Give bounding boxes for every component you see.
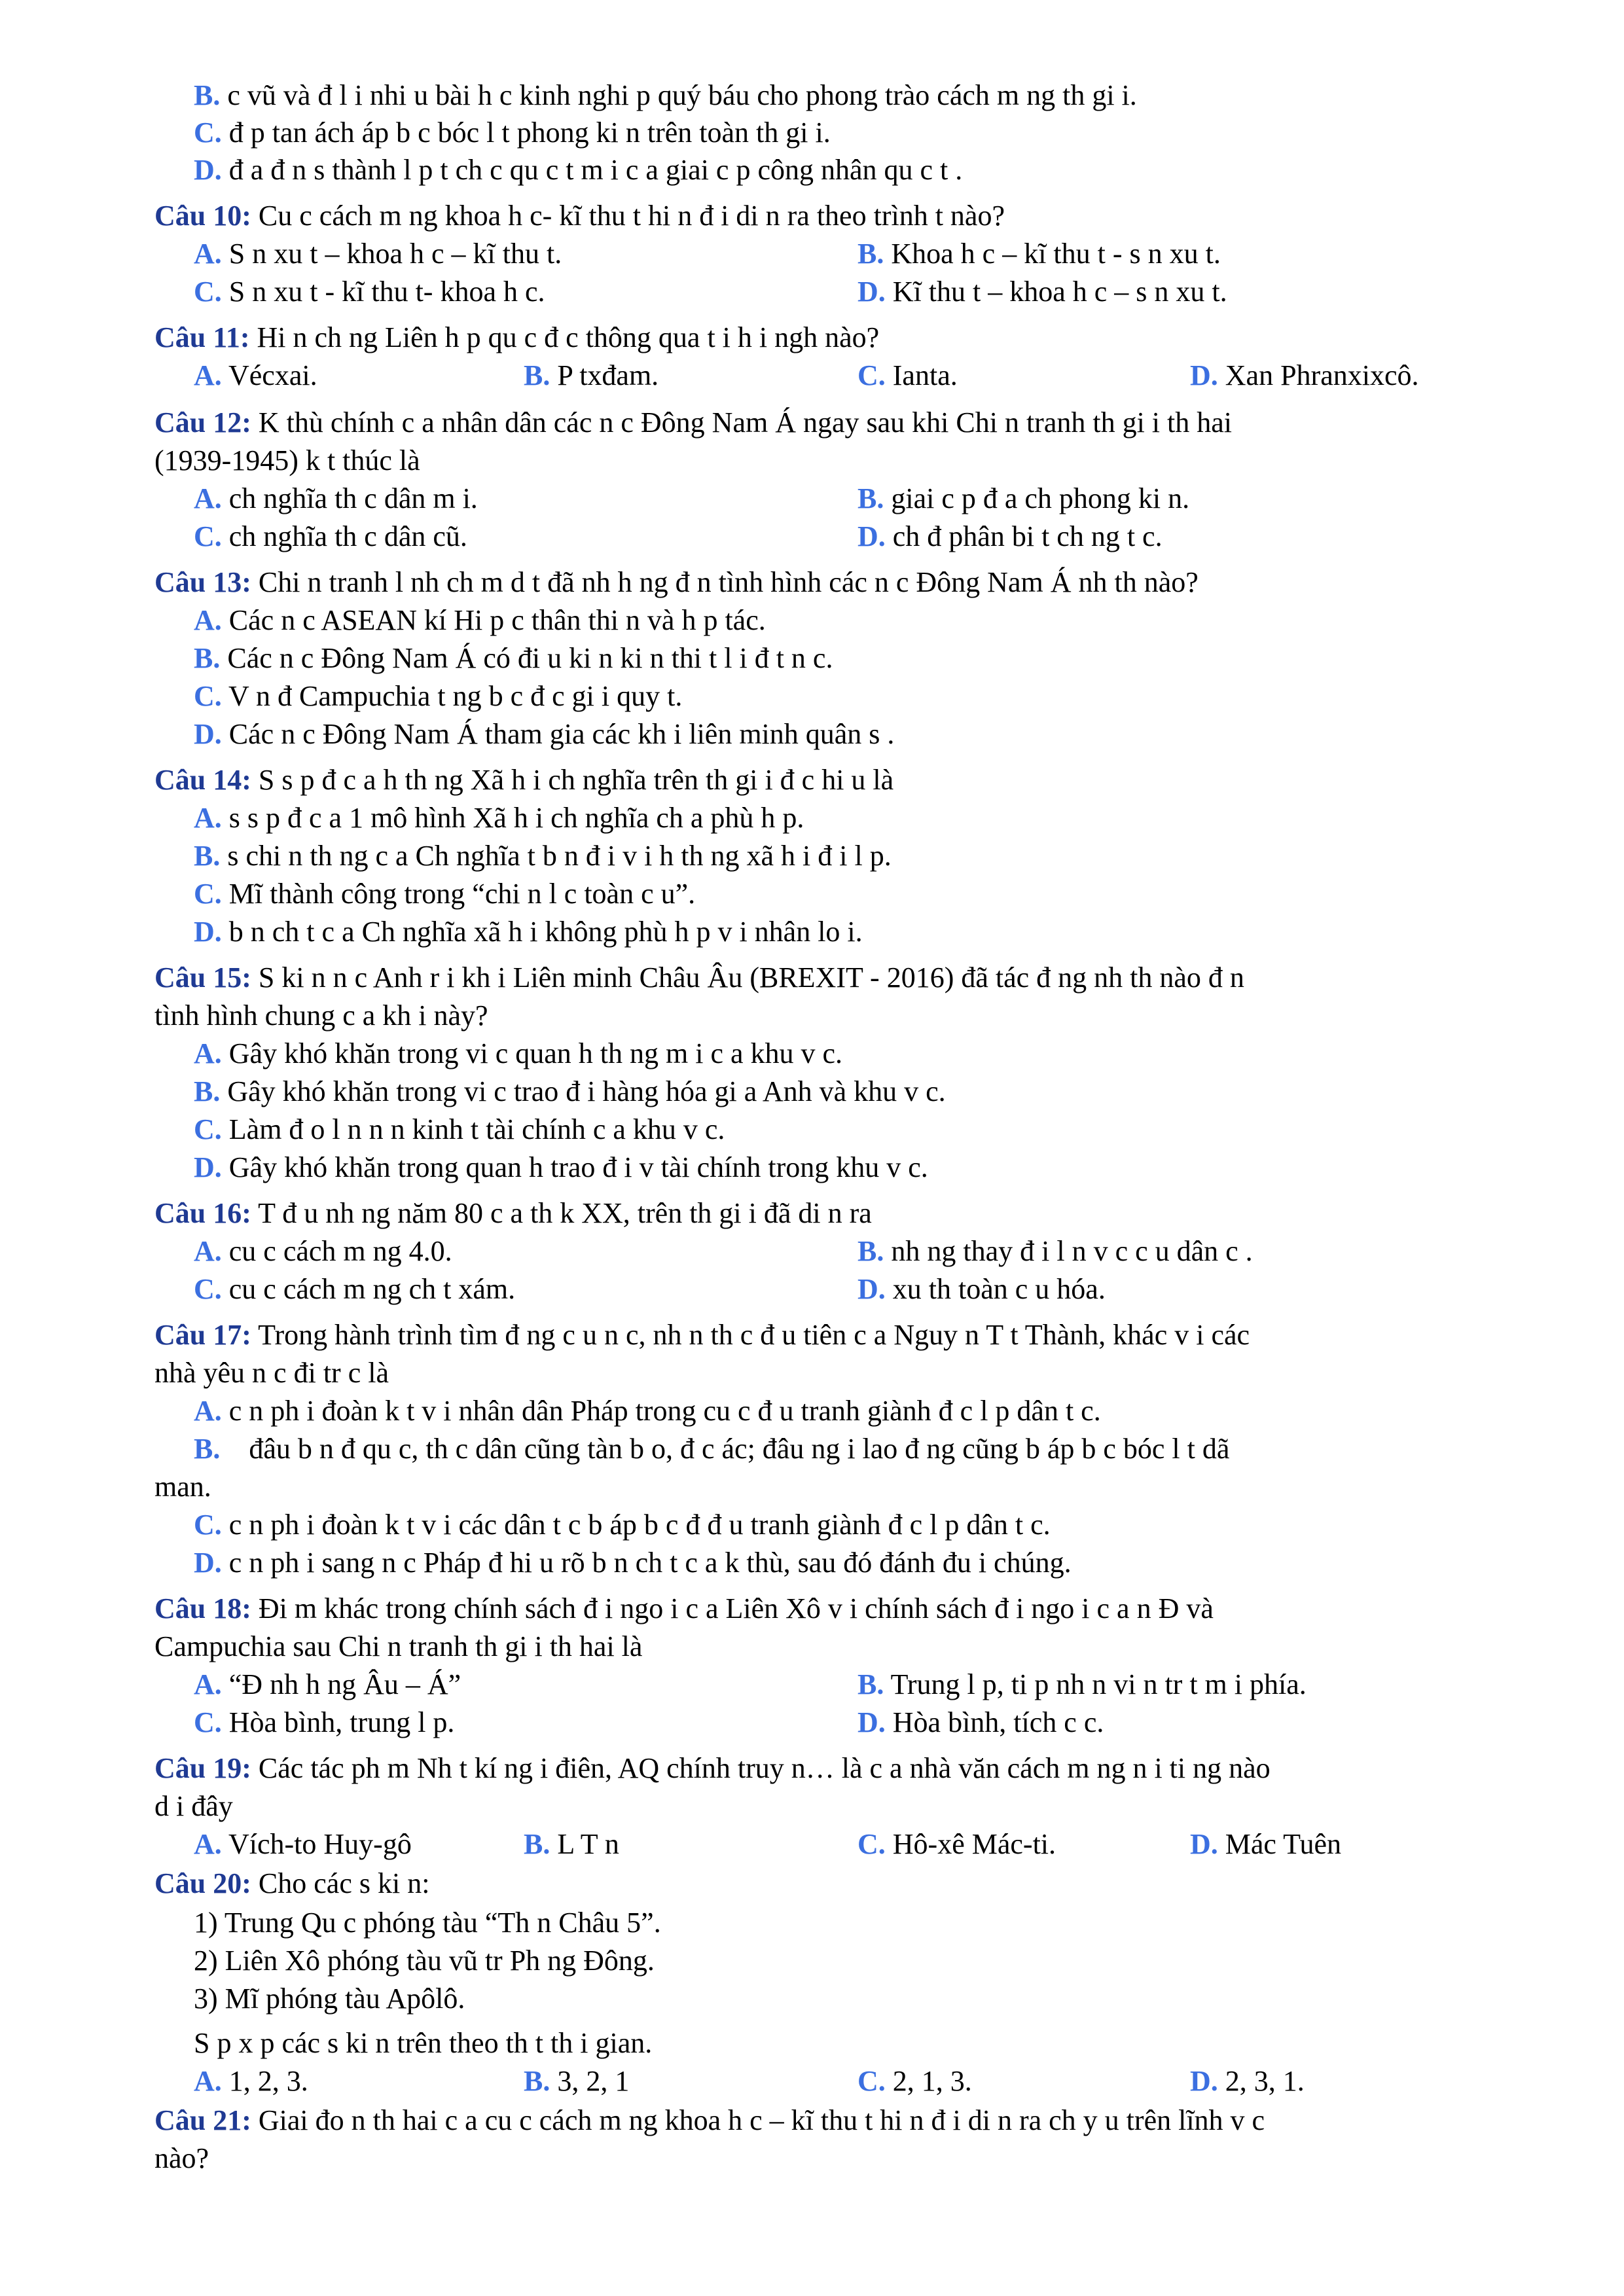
q11-option-d: D. Xan Phranxixcô. xyxy=(1190,359,1419,391)
q15-option-c: C. Làm đ o l n n n kinh t tài chính c a khu v c. xyxy=(194,1113,725,1145)
question-15: Câu 15: S ki n n c Anh r i kh i Liên minh Châu Âu (BREXIT - 2016) đã tác đ ng nh th nào đ n xyxy=(154,961,1244,994)
q19-option-d: D. Mác Tuên xyxy=(1190,1828,1342,1860)
question-12: Câu 12: K thù chính c a nhân dân các n c Đông Nam Á ngay sau khi Chi n tranh th gi i th hai xyxy=(154,406,1233,439)
q14-option-d: D. b n ch t c a Ch nghĩa xã h i không phù h p v i nhân lo i. xyxy=(194,916,863,948)
q15-option-a: A. Gây khó khăn trong vi c quan h th ng m i c a khu v c. xyxy=(194,1037,843,1069)
q17-option-b-cont: man. xyxy=(154,1471,211,1503)
q20-event-1: 1) Trung Qu c phóng tàu “Th n Châu 5”. xyxy=(194,1907,661,1939)
q12-option-b: B. giai c p đ a ch phong ki n. xyxy=(857,482,1190,514)
q19-option-a: A. Vích-to Huy-gô xyxy=(194,1828,412,1860)
question-21: Câu 21: Giai đo n th hai c a cu c cách m ng khoa h c – kĩ thu t hi n đ i di n ra ch y u trên lĩnh v c xyxy=(154,2104,1265,2136)
q20-option-c: C. 2, 1, 3. xyxy=(857,2065,972,2097)
q20-event-2: 2) Liên Xô phóng tàu vũ tr Ph ng Đông. xyxy=(194,1945,655,1977)
q11-option-b: B. P txđam. xyxy=(524,359,659,391)
question-17-cont: nhà yêu n c đi tr c là xyxy=(154,1357,389,1389)
q13-option-d: D. Các n c Đông Nam Á tham gia các kh i liên minh quân s . xyxy=(194,718,895,750)
q19-option-b: B. L T n xyxy=(524,1828,619,1860)
q16-option-d: D. xu th toàn c u hóa. xyxy=(857,1273,1106,1305)
q20-option-d: D. 2, 3, 1. xyxy=(1190,2065,1305,2097)
q20-option-b: B. 3, 2, 1 xyxy=(524,2065,630,2097)
option-c: C. đ p tan ách áp b c bóc l t phong ki n trên toàn th gi i. xyxy=(194,117,831,149)
option-d: D. đ a đ n s thành l p t ch c qu c t m i c a giai c p công nhân qu c t . xyxy=(194,154,963,186)
q17-option-c: C. c n ph i đoàn k t v i các dân t c b áp b c đ đ u tranh giành đ c l p dân t c. xyxy=(194,1509,1051,1541)
q13-option-a: A. Các n c ASEAN kí Hi p c thân thi n và h p tác. xyxy=(194,604,766,636)
q13-option-c: C. V n đ Campuchia t ng b c đ c gi i quy t. xyxy=(194,680,683,712)
q14-option-c: C. Mĩ thành công trong “chi n l c toàn c u”. xyxy=(194,878,696,910)
option-b: B. c vũ và đ l i nhi u bài h c kinh nghi p quý báu cho phong trào cách m ng th gi i. xyxy=(194,79,1137,111)
q10-option-a: A. S n xu t – khoa h c – kĩ thu t. xyxy=(194,238,562,270)
q19-option-c: C. Hô-xê Mác-ti. xyxy=(857,1828,1056,1860)
q20-option-a: A. 1, 2, 3. xyxy=(194,2065,308,2097)
q18-option-a: A. “Đ nh h ng Âu – Á” xyxy=(194,1668,461,1700)
question-16: Câu 16: T đ u nh ng năm 80 c a th k XX, trên th gi i đã di n ra xyxy=(154,1197,872,1229)
q14-option-b: B. s chi n th ng c a Ch nghĩa t b n đ i v i h th ng xã h i đ i l p. xyxy=(194,840,892,872)
question-18: Câu 18: Đi m khác trong chính sách đ i ngo i c a Liên Xô v i chính sách đ i ngo i c a n Đ và xyxy=(154,1592,1214,1624)
q15-option-b: B. Gây khó khăn trong vi c trao đ i hàng hóa gi a Anh và khu v c. xyxy=(194,1075,946,1107)
question-20: Câu 20: Cho các s ki n: xyxy=(154,1867,430,1899)
q17-option-a: A. c n ph i đoàn k t v i nhân dân Pháp trong cu c đ u tranh giành đ c l p dân t c. xyxy=(194,1395,1101,1427)
q10-option-c: C. S n xu t - kĩ thu t- khoa h c. xyxy=(194,276,545,308)
question-10: Câu 10: Cu c cách m ng khoa h c- kĩ thu t hi n đ i di n ra theo trình t nào? xyxy=(154,200,1005,232)
q13-option-b: B. Các n c Đông Nam Á có đi u ki n ki n thi t l i đ t n c. xyxy=(194,642,833,674)
q10-option-b: B. Khoa h c – kĩ thu t - s n xu t. xyxy=(857,238,1221,270)
q17-option-d: D. c n ph i sang n c Pháp đ hi u rõ b n ch t c a k thù, sau đó đánh đu i chúng. xyxy=(194,1547,1072,1579)
question-19: Câu 19: Các tác ph m Nh t kí ng i điên, AQ chính truy n… là c a nhà văn cách m ng n i ti ng nào xyxy=(154,1752,1271,1784)
q18-option-c: C. Hòa bình, trung l p. xyxy=(194,1706,455,1738)
question-14: Câu 14: S s p đ c a h th ng Xã h i ch nghĩa trên th gi i đ c hi u là xyxy=(154,764,894,796)
q11-option-c: C. Ianta. xyxy=(857,359,958,391)
question-21-cont: nào? xyxy=(154,2142,209,2174)
q20-instruction: S p x p các s ki n trên theo th t th i gian. xyxy=(194,2027,653,2059)
question-11: Câu 11: Hi n ch ng Liên h p qu c đ c thông qua t i h i ngh nào? xyxy=(154,321,880,353)
q15-option-d: D. Gây khó khăn trong quan h trao đ i v tài chính trong khu v c. xyxy=(194,1151,928,1183)
q17-option-b: B. đâu b n đ qu c, th c dân cũng tàn b o, đ c ác; đâu ng i lao đ ng cũng b áp b c bóc l t dã xyxy=(194,1433,1230,1465)
q12-option-a: A. ch nghĩa th c dân m i. xyxy=(194,482,478,514)
question-18-cont: Campuchia sau Chi n tranh th gi i th hai là xyxy=(154,1630,643,1662)
q16-option-c: C. cu c cách m ng ch t xám. xyxy=(194,1273,516,1305)
q16-option-a: A. cu c cách m ng 4.0. xyxy=(194,1235,452,1267)
question-19-cont: d i đây xyxy=(154,1790,233,1822)
q18-option-d: D. Hòa bình, tích c c. xyxy=(857,1706,1104,1738)
q10-option-d: D. Kĩ thu t – khoa h c – s n xu t. xyxy=(857,276,1227,308)
question-13: Câu 13: Chi n tranh l nh ch m d t đã nh h ng đ n tình hình các n c Đông Nam Á nh th nào? xyxy=(154,566,1199,598)
q12-option-d: D. ch đ phân bi t ch ng t c. xyxy=(857,520,1163,552)
q14-option-a: A. s s p đ c a 1 mô hình Xã h i ch nghĩa ch a phù h p. xyxy=(194,802,804,834)
q11-option-a: A. Vécxai. xyxy=(194,359,317,391)
q16-option-b: B. nh ng thay đ i l n v c c u dân c . xyxy=(857,1235,1253,1267)
q12-option-c: C. ch nghĩa th c dân cũ. xyxy=(194,520,467,552)
question-17: Câu 17: Trong hành trình tìm đ ng c u n c, nh n th c đ u tiên c a Nguy n T t Thành, khác v i các xyxy=(154,1319,1250,1351)
q18-option-b: B. Trung l p, ti p nh n vi n tr t m i phía. xyxy=(857,1668,1307,1700)
question-12-cont: (1939-1945) k t thúc là xyxy=(154,444,420,476)
question-15-cont: tình hình chung c a kh i này? xyxy=(154,999,488,1031)
q20-event-3: 3) Mĩ phóng tàu Apôlô. xyxy=(194,1982,465,2015)
